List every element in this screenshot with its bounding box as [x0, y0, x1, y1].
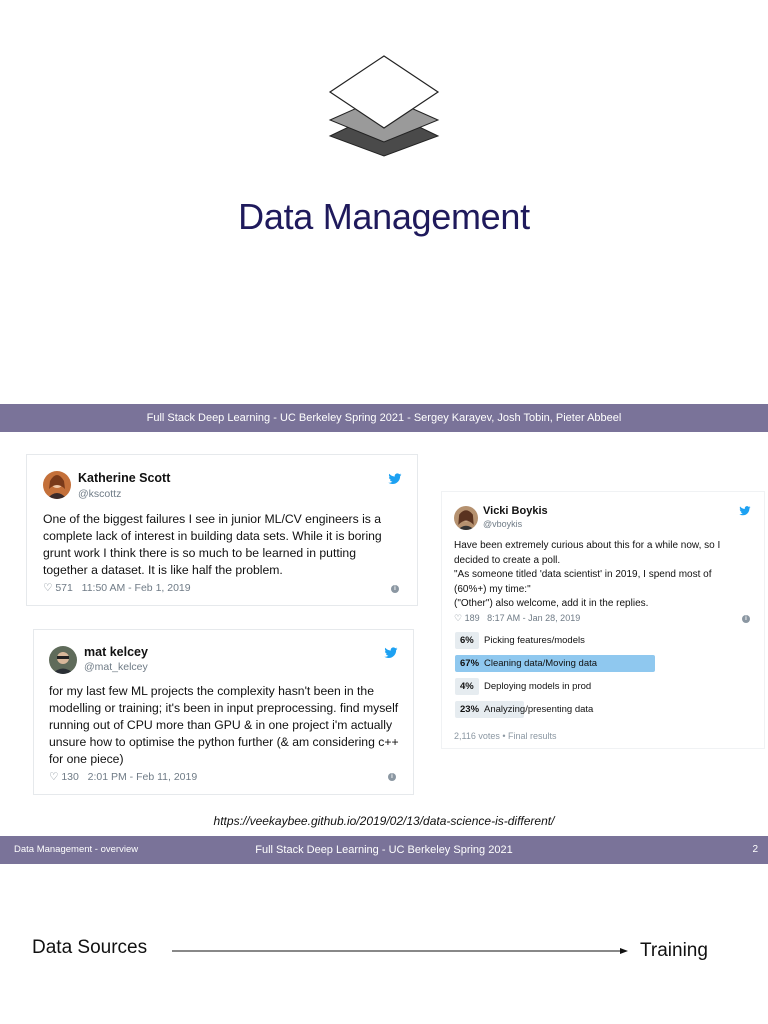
poll-option-label: Cleaning data/Moving data	[484, 658, 598, 669]
info-icon[interactable]: i	[391, 585, 399, 593]
tweet-author-name[interactable]: Vicki Boykis	[483, 505, 548, 517]
info-icon[interactable]: i	[388, 773, 396, 781]
flow-source-label: Data Sources	[32, 937, 148, 958]
stacked-layers-icon	[328, 54, 440, 158]
poll-footer: 2,116 votes • Final results	[454, 731, 557, 741]
heart-icon[interactable]: ♡	[49, 771, 59, 783]
tweet-card[interactable]	[33, 629, 414, 795]
arrow-right-icon	[172, 944, 628, 958]
tweet-author-name[interactable]: Katherine Scott	[78, 471, 171, 485]
tweet-text-line: ("Other") also welcome, add it in the replies.	[454, 598, 649, 609]
footer-section-label: Data Management - overview	[14, 844, 139, 855]
tweet-text: for my last few ML projects the complexity hasn't been in the modelling or training; it's been in input preprocessing. find myself running out of CPU more than GPU & in one project i'm actually unsure how to optimise the python further (& am considering c++ for one piece)	[49, 684, 399, 766]
page-number: 2	[752, 844, 758, 855]
slide-footer-band	[0, 836, 768, 864]
avatar[interactable]	[43, 471, 71, 499]
poll-percent: 23%	[460, 704, 480, 715]
tweet-author-name[interactable]: mat kelcey	[84, 645, 148, 659]
tweet-text: One of the biggest failures I see in junior ML/CV engineers is a complete lack of interest in building data sets. While it is boring grunt work I think there is so much to be learned in putting together a dataset. It is like half the problem.	[43, 512, 382, 577]
tweet-card[interactable]	[26, 454, 418, 606]
tweet-meta	[49, 771, 197, 783]
tweet-text-line: decided to create a poll.	[454, 554, 561, 566]
twitter-bird-icon[interactable]	[739, 506, 751, 516]
tweet-text-line: Have been extremely curious about this for a while now, so I	[454, 540, 721, 551]
poll-option	[455, 678, 753, 695]
heart-icon[interactable]: ♡	[43, 582, 53, 594]
flow-target-label: Training	[640, 940, 708, 961]
avatar[interactable]	[49, 646, 77, 674]
twitter-bird-icon[interactable]	[388, 473, 402, 485]
poll-option-label: Picking features/models	[484, 635, 585, 646]
slide-header-band: Full Stack Deep Learning - UC Berkeley Spring 2021 - Sergey Karayev, Josh Tobin, Pieter Abbeel	[0, 404, 768, 432]
like-count: 130	[61, 771, 79, 783]
tweet-meta	[454, 613, 580, 624]
slide-title: Data Management	[238, 196, 530, 237]
tweet-text-line: (60%+) my time:"	[454, 583, 531, 595]
heart-icon[interactable]: ♡	[454, 613, 463, 623]
like-count: 189	[464, 613, 480, 623]
source-url[interactable]: https://veekaybee.github.io/2019/02/13/data-science-is-different/	[213, 814, 555, 828]
like-count: 571	[55, 582, 73, 594]
poll-option	[455, 701, 753, 718]
tweet-author-handle[interactable]: @kscottz	[78, 488, 122, 500]
tweet-card-poll[interactable]	[441, 491, 765, 749]
poll-option	[455, 655, 753, 672]
tweet-text	[454, 539, 759, 612]
twitter-bird-icon[interactable]	[384, 647, 398, 659]
avatar[interactable]	[454, 506, 478, 530]
info-icon[interactable]: i	[742, 615, 750, 623]
tweet-author-handle[interactable]: @mat_kelcey	[84, 661, 148, 673]
poll-percent: 67%	[460, 658, 480, 669]
footer-course-label: Full Stack Deep Learning - UC Berkeley Spring 2021	[255, 844, 513, 856]
poll-option	[455, 632, 753, 649]
tweet-meta	[43, 582, 191, 594]
poll-option-label: Deploying models in prod	[484, 681, 592, 692]
tweet-text-line: "As someone titled 'data scientist' in 2019, I spend most of	[454, 569, 712, 580]
poll-option-label: Analyzing/presenting data	[484, 704, 594, 715]
tweet-timestamp[interactable]: 11:50 AM - Feb 1, 2019	[81, 582, 191, 594]
tweet-timestamp[interactable]: 8:17 AM - Jan 28, 2019	[487, 613, 581, 623]
poll-percent: 4%	[460, 681, 474, 692]
poll-percent: 6%	[460, 635, 474, 646]
tweet-author-handle[interactable]: @vboykis	[483, 519, 523, 529]
tweet-timestamp[interactable]: 2:01 PM - Feb 11, 2019	[87, 771, 198, 783]
